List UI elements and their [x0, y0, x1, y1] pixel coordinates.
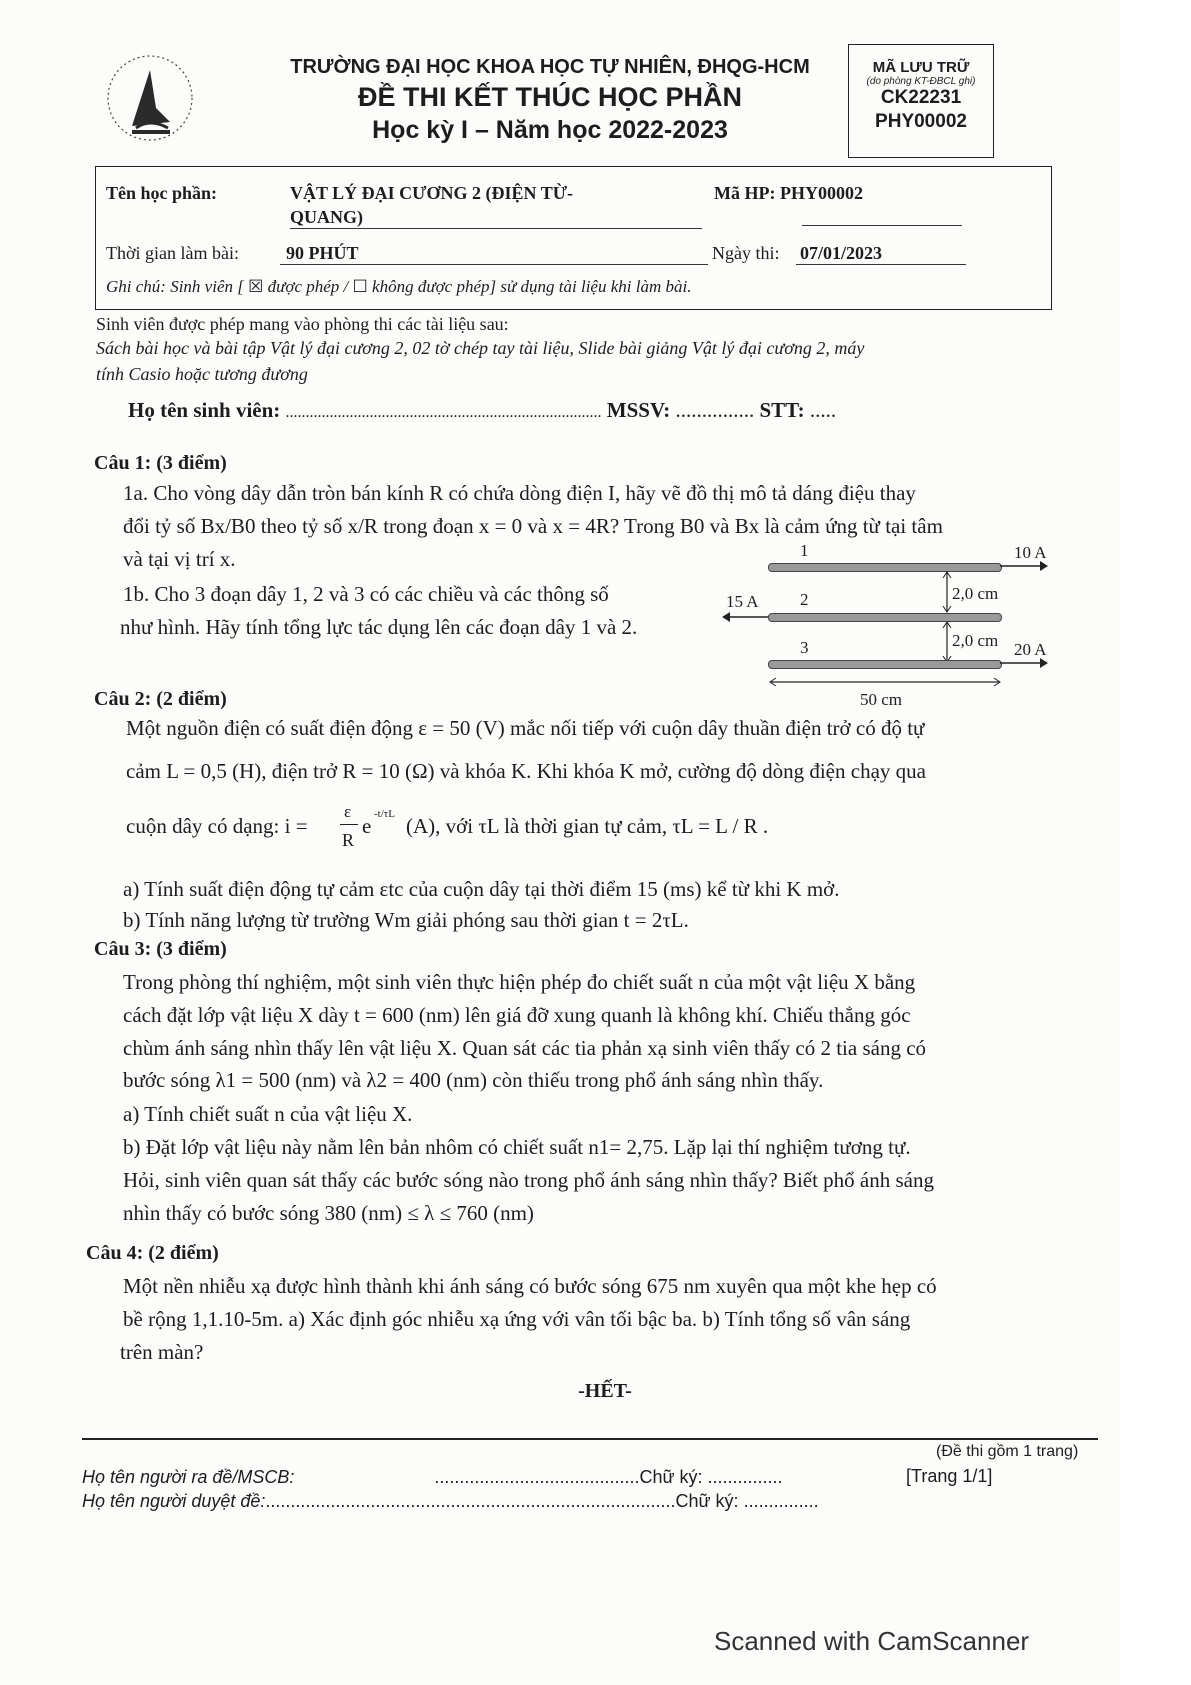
course-code-label: Mã HP: [714, 183, 776, 203]
materials-line-1: Sách bài học và bài tập Vật lý đại cương 2, 02 tờ chép tay tài liệu, Slide bài giảng Vật lý đại cương 2, máy [96, 338, 865, 358]
note-prefix: Ghi chú: Sinh viên [ [106, 277, 244, 296]
sign-field-2: ............... [743, 1491, 819, 1511]
sign-field: ............... [707, 1467, 783, 1487]
duration-label: Thời gian làm bài: [106, 243, 239, 263]
q2-line-2: cảm L = 0,5 (H), điện trở R = 10 (Ω) và khóa K. Khi khóa K mở, cường độ dòng điện chạy qua [126, 759, 926, 783]
q2-formula-suffix: (A), với τL là thời gian tự cảm, τL = L / R . [406, 814, 769, 838]
exp-power: -t/τL [374, 808, 395, 820]
archive-label: MÃ LƯU TRỮ [872, 59, 970, 76]
exp-base: e [362, 814, 372, 838]
wire-3-arrow-icon [1000, 655, 1050, 671]
course-name-2: QUANG) [290, 207, 702, 229]
note-allowed: được phép / [263, 277, 353, 296]
q1-a-line-2: đổi tỷ số Bx/B0 theo tỷ số x/R trong đoạn x = 0 và x = 4R? Trong B0 và Bx là cảm ứng từ tại tâm [123, 514, 943, 538]
wire-1-current: 10 A [1014, 543, 1047, 562]
university-name: TRƯỜNG ĐẠI HỌC KHOA HỌC TỰ NHIÊN, ĐHQG-HCM [290, 56, 810, 78]
gap-2-label: 2,0 cm [952, 631, 999, 650]
pages-note: (Đề thi gồm 1 trang) [936, 1443, 1079, 1460]
materials-line-2: tính Casio hoặc tương đương [96, 364, 308, 384]
sign-label: Chữ ký: [639, 1467, 703, 1487]
q1-title: Câu 1: (3 điểm) [94, 452, 227, 474]
student-id-field: ............... [675, 398, 755, 422]
q3-b-line-1: b) Đặt lớp vật liệu này nằm lên bản nhôm có chiết suất n1= 2,75. Lặp lại thí nghiệm tương tự. [123, 1135, 911, 1159]
archive-code-box [848, 44, 994, 158]
archive-code-1: CK22231 [880, 87, 962, 108]
wire-1 [768, 563, 1002, 572]
course-code-underline [802, 225, 962, 226]
course-info-box [95, 166, 1052, 310]
q3-line-4: bước sóng λ1 = 500 (nm) và λ2 = 400 (nm) còn thiếu trong phổ ánh sáng nhìn thấy. [123, 1068, 824, 1092]
q2-title: Câu 2: (2 điểm) [94, 688, 227, 710]
wire-2-current: 15 A [726, 592, 759, 611]
q2-formula-prefix: cuộn dây có dạng: i = [126, 814, 308, 838]
camscanner-watermark: Scanned with CamScanner [714, 1626, 1030, 1656]
course-code: PHY00002 [780, 183, 863, 203]
footer-divider [82, 1438, 1098, 1440]
materials-note [106, 277, 691, 297]
date-label: Ngày thi: [712, 243, 780, 263]
q3-line-3: chùm ánh sáng nhìn thấy lên vật liệu X. Quan sát các tia phản xạ sinh viên thấy có 2 tia sáng có [123, 1036, 927, 1060]
gap-1-label: 2,0 cm [952, 584, 999, 603]
exam-title: ĐỀ THI KẾT THÚC HỌC PHẦN [358, 82, 742, 112]
q3-a: a) Tính chiết suất n của vật liệu X. [123, 1102, 413, 1126]
scan-margin [1120, 0, 1191, 1685]
wire-2 [768, 613, 1002, 622]
sign-label-2: Chữ ký: [675, 1491, 739, 1511]
not-allowed-checkbox-icon: ☐ [352, 277, 368, 296]
q3-line-1: Trong phòng thí nghiệm, một sinh viên thực hiện phép đo chiết suất n của một vật liệu X bằng [123, 970, 916, 994]
reviewer-field: .................................................................................. [265, 1491, 676, 1511]
archive-code-2: PHY00002 [875, 111, 967, 132]
duration-value: 90 PHÚT [280, 243, 708, 265]
stt-label: STT: [759, 398, 805, 422]
q1-a-line-3: và tại vị trí x. [123, 547, 236, 571]
q4-line-2: bề rộng 1,1.10-5m. a) Xác định góc nhiễu xạ ứng với vân tối bậc ba. b) Tính tổng số vân sáng [123, 1307, 911, 1331]
wire-2-arrow-icon [720, 609, 770, 625]
course-name-1: VẬT LÝ ĐẠI CƯƠNG 2 (ĐIỆN TỪ- [290, 183, 574, 203]
materials-intro: Sinh viên được phép mang vào phòng thi các tài liệu sau: [96, 314, 509, 334]
wire-3 [768, 660, 1002, 669]
note-suffix: sử dụng tài liệu khi làm bài. [496, 277, 692, 296]
page-number: [Trang 1/1] [906, 1466, 993, 1486]
q4-title: Câu 4: (2 điểm) [86, 1242, 219, 1264]
wire-3-current: 20 A [1014, 640, 1047, 659]
student-name-field: ............................................................................... [285, 404, 602, 421]
wire-1-arrow-icon [1000, 558, 1050, 574]
wire-2-label: 2 [800, 590, 809, 609]
q3-title: Câu 3: (3 điểm) [94, 938, 227, 960]
author-label: Họ tên người ra đề/MSCB: [82, 1467, 295, 1487]
student-name-label: Họ tên sinh viên: [128, 398, 281, 422]
fraction-bar [340, 824, 358, 825]
q3-b-line-2: Hỏi, sinh viên quan sát thấy các bước sóng nào trong phổ ánh sáng nhìn thấy? Biết phổ ánh sáng [123, 1168, 934, 1192]
q3-b-line-3: nhìn thấy có bước sóng 380 (nm) ≤ λ ≤ 760 (nm) [123, 1201, 534, 1225]
q4-line-1: Một nền nhiễu xạ được hình thành khi ánh sáng có bước sóng 675 nm xuyên qua một khe hẹp có [123, 1274, 937, 1298]
reviewer-label: Họ tên người duyệt đề: [82, 1491, 266, 1511]
student-info-line [128, 398, 836, 423]
q2-a: a) Tính suất điện động tự cảm εtc của cuộn dây tại thời điểm 15 (ms) kể từ khi K mở. [123, 877, 840, 901]
length-dimension-icon [768, 676, 1002, 688]
q1-b-line-2: như hình. Hãy tính tổng lực tác dụng lên các đoạn dây 1 và 2. [120, 615, 638, 639]
author-line [82, 1467, 783, 1488]
author-field: ......................................... [434, 1467, 640, 1487]
archive-note: (do phòng KT-ĐBCL ghi) [866, 76, 976, 87]
exam-date: 07/01/2023 [796, 243, 966, 265]
course-label: Tên học phần: [106, 183, 218, 203]
wire-1-label: 1 [800, 541, 809, 560]
fraction-numerator: ε [344, 802, 352, 821]
university-logo [92, 48, 212, 148]
student-id-label: MSSV: [606, 398, 671, 422]
length-label: 50 cm [860, 690, 903, 709]
fraction-denominator: R [342, 830, 355, 850]
reviewer-line [82, 1491, 819, 1512]
q3-line-2: cách đặt lớp vật liệu X dày t = 600 (nm) lên giá đỡ xung quanh là không khí. Chiếu thẳng góc [123, 1003, 911, 1027]
q1-a-line-1: 1a. Cho vòng dây dẫn tròn bán kính R có chứa dòng điện I, hãy vẽ đồ thị mô tả dáng điệu thay [123, 481, 916, 505]
end-marker: -HẾT- [578, 1380, 632, 1402]
wire-3-label: 3 [800, 638, 809, 657]
note-not-allowed: không được phép] [367, 277, 497, 296]
q2-b: b) Tính năng lượng từ trường Wm giải phóng sau thời gian t = 2τL. [123, 908, 689, 932]
allowed-checkbox-icon: ☒ [248, 277, 264, 296]
semester-title: Học kỳ I – Năm học 2022-2023 [372, 116, 728, 144]
q1-b-line-1: 1b. Cho 3 đoạn dây 1, 2 và 3 có các chiều và các thông số [123, 582, 609, 606]
q2-line-1: Một nguồn điện có suất điện động ε = 50 (V) mắc nối tiếp với cuộn dây thuần điện trở có độ tự [126, 716, 925, 740]
q4-line-3: trên màn? [120, 1340, 204, 1364]
stt-field: ..... [809, 398, 837, 422]
